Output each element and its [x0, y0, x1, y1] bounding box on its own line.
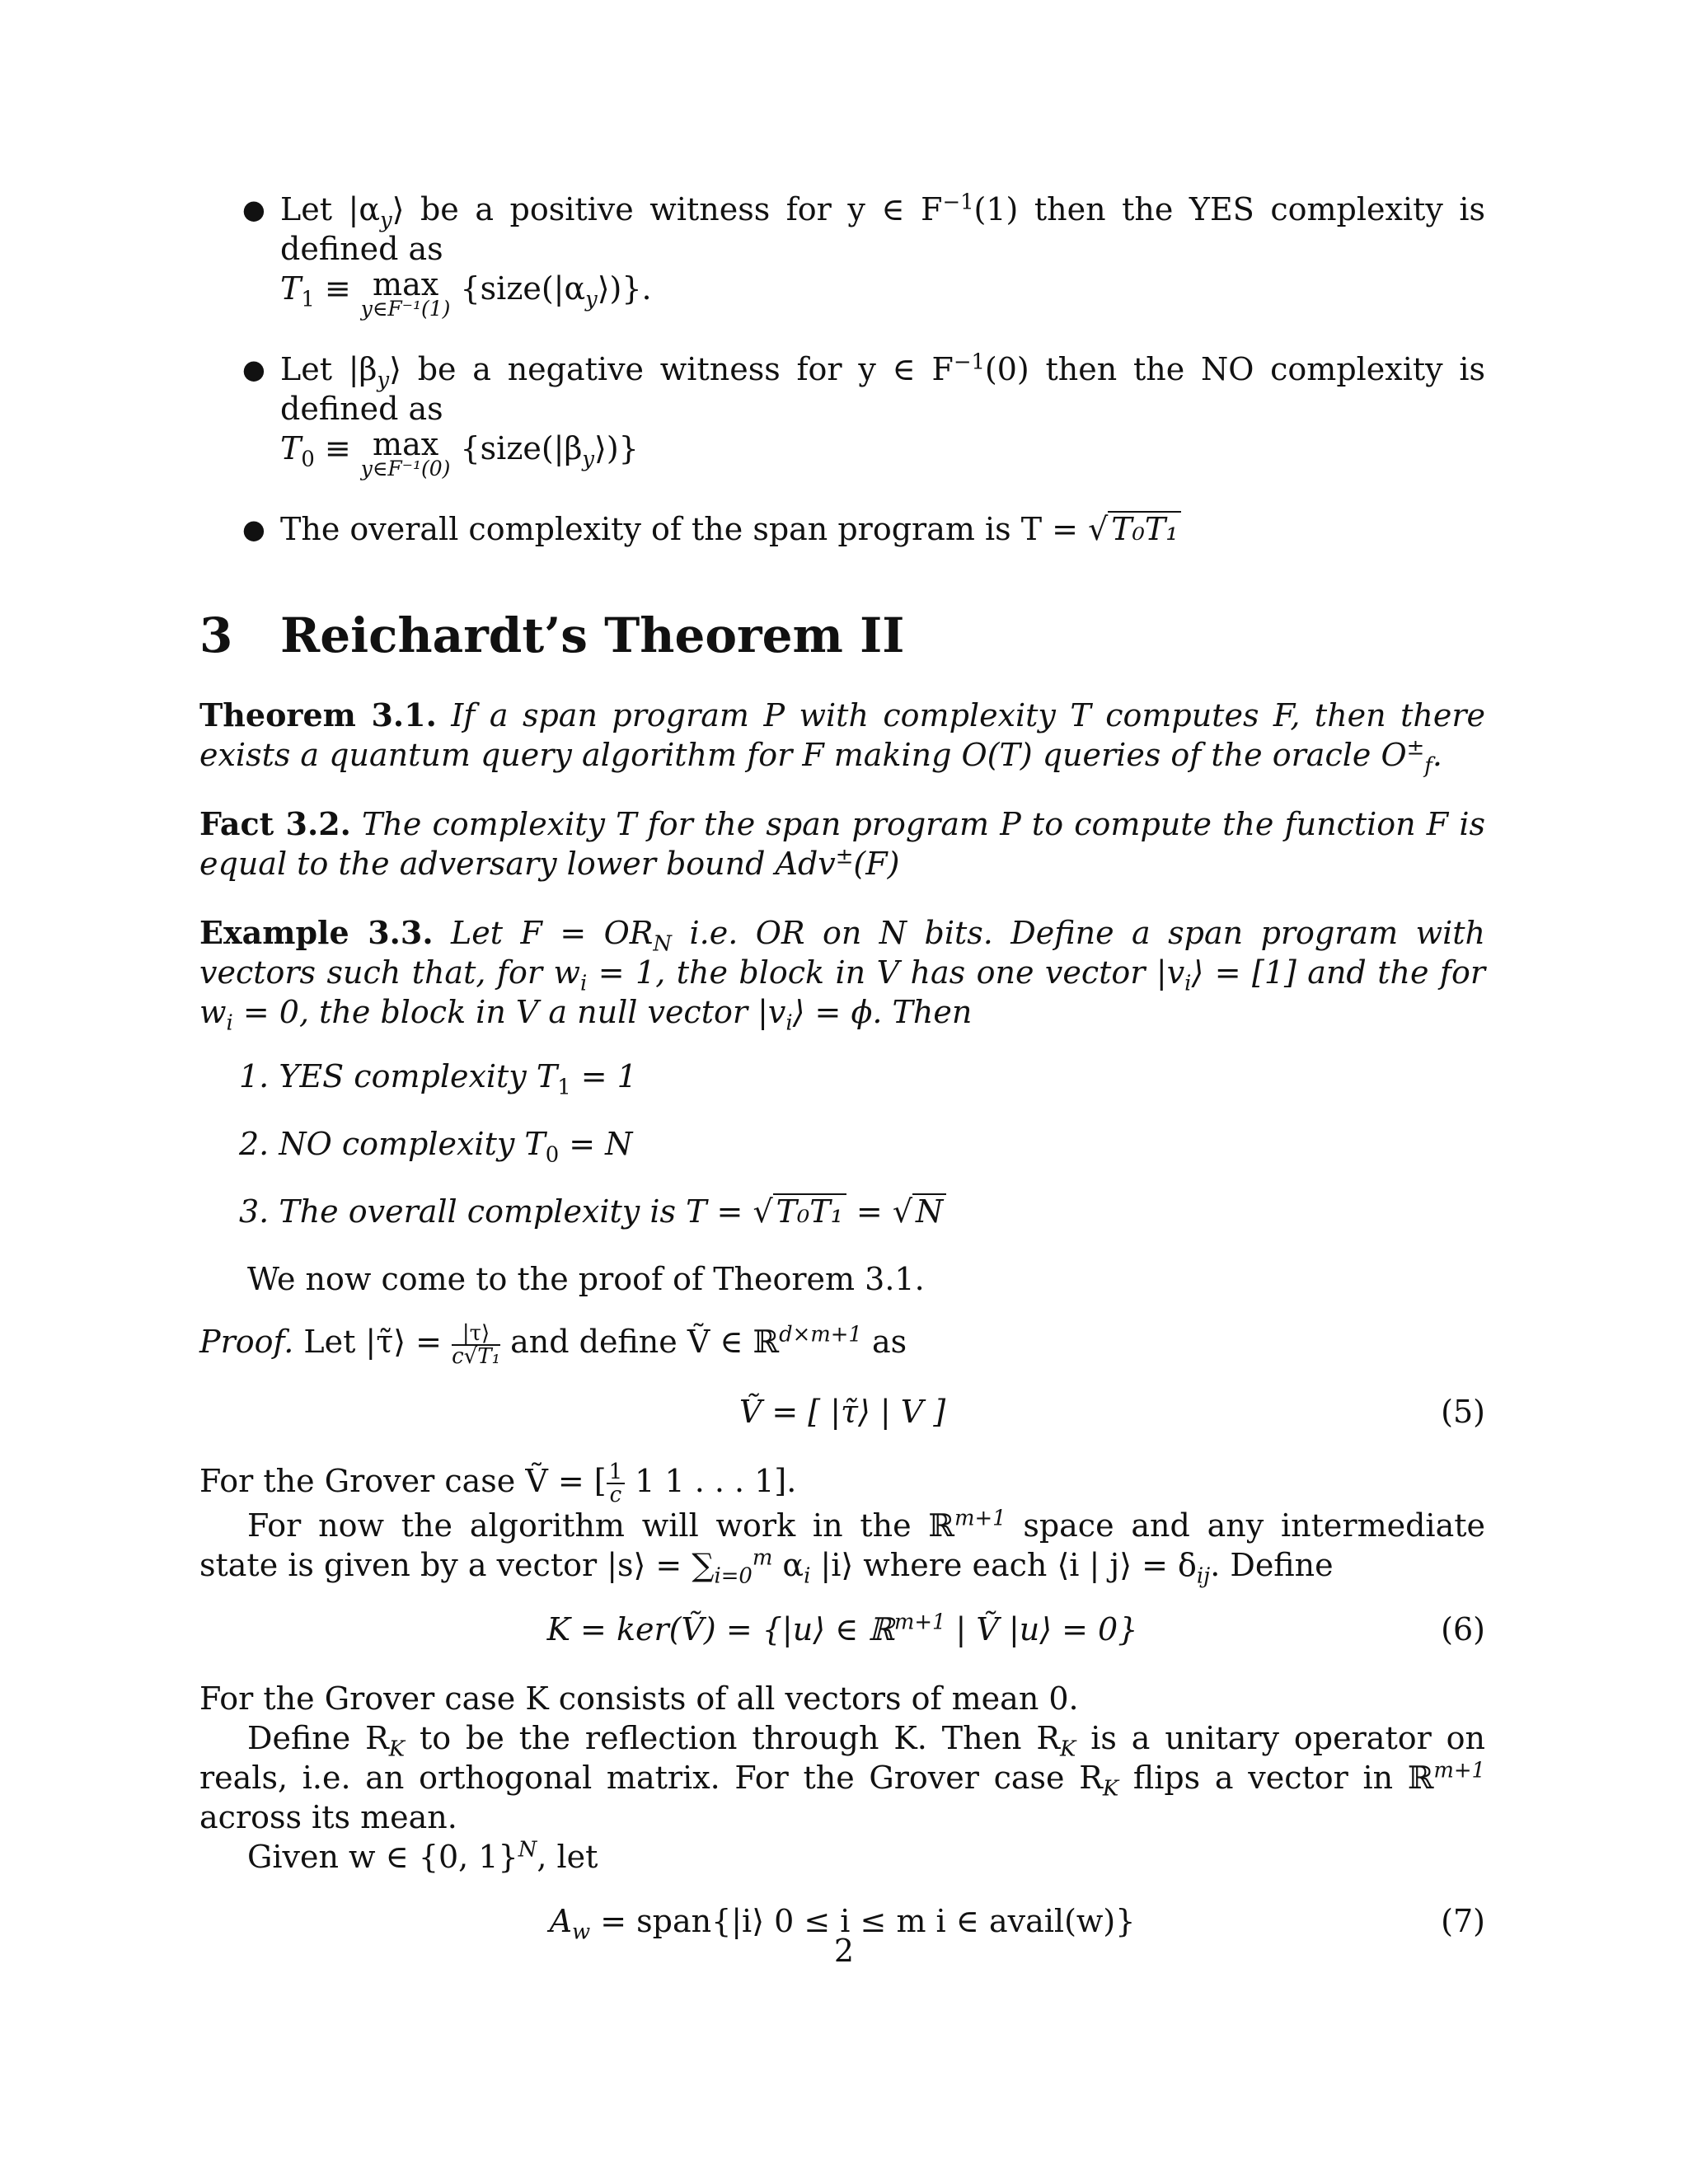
theorem-label: Theorem 3.1. — [199, 696, 437, 733]
equation-body: K = ker(Ṽ) = {|u⟩ ∈ ℝ$^{m+1}$ | Ṽ |u⟩ = 0} — [546, 1610, 1138, 1647]
fact-body: The complexity T for the span program P to compute the function F is equal to the adversary lower bound Adv — [199, 806, 1485, 882]
equation-5 — [199, 1392, 1485, 1445]
sqrt-expression: T₀T₁ — [1108, 511, 1181, 546]
fact-3-2: Fact 3.2. The complexity T for the span program P to compute the function F is equal to the adversary lower bound Adv±(F) — [199, 805, 1485, 882]
paragraph-reflection: Define $R_K$ to be the reflection through K. Then $R_K$ is a unitary operator on reals, i.e. an orthogonal matrix. For the Grover case $R_K$ flips a vector in ℝ$^{m+1}$ across its mean. — [199, 1720, 1486, 1835]
max-operator: max y∈F⁻¹(1) — [360, 266, 451, 321]
bullet-line-2: $T_1 \equiv \max$ y∈F⁻¹(1) $\{size(|\alpha_y⟩)\}$. — [280, 266, 652, 321]
theorem-body: If a span program P with complexity T computes F, then there exists a quantum query algorithm for F making O(T) queries of the oracle O — [199, 697, 1486, 773]
bullet-list — [199, 190, 1485, 549]
equation-body: Ṽ = [ |τ̃⟩ | V ] — [738, 1393, 946, 1430]
section-number: 3 — [199, 607, 233, 663]
bullet-yes-complexity — [199, 190, 1485, 321]
equation-body: $A_w$ = span{|i⟩ 0 ≤ i ≤ m i ∈ avail(w)} — [549, 1903, 1136, 1945]
fraction: $\frac{1}{c}$ — [607, 1461, 626, 1506]
equation-number: (5) — [1441, 1393, 1485, 1430]
fraction: $\frac{|\tau⟩}{\text{c√T₁}}$ — [452, 1320, 500, 1369]
example-3-3: Example 3.3. Let $F = OR_N$ i.e. OR on N bits. Define a span program with vectors such that, for $w_i = 1$, the block in V has one vector $|v_i⟩ = [1]$ and the for $w_i = 0$, the block in V a null vector $|v_i⟩ = \phi$. Then — [199, 914, 1486, 1036]
bullet-dot: ● — [242, 354, 265, 385]
bullet-no-complexity — [199, 349, 1485, 478]
enum-item-3: 3. The overall complexity is T = √ T₀T₁ = √ N — [199, 1192, 1485, 1231]
paragraph-state-space: For now the algorithm will work in the ℝ$^{m+1}$ space and any intermediate state is given by a vector |s⟩ = $\sum_{i=0}^m$ $\alpha_i$ |i⟩ where each ⟨i | j⟩ = $\delta_{ij}$. Define — [199, 1506, 1485, 1589]
paragraph-grover-k: For the Grover case K consists of all vectors of mean 0. — [199, 1680, 1079, 1717]
proof-start: Proof. Let |τ̃⟩ = $\frac{|\tau⟩}{\text{c√T₁}}$ and define Ṽ ∈ ℝ$^{d\times m+1}$ as — [199, 1320, 907, 1369]
example-label: Example 3.3. — [199, 914, 434, 951]
page-content — [199, 190, 1485, 1971]
bullet-overall-complexity: ● The overall complexity of the span program is T = √ T₀T₁ — [199, 509, 1485, 549]
equation-6 — [199, 1610, 1485, 1662]
bullet-dot: ● — [242, 513, 265, 545]
enum-item-1: 1. YES complexity $T_1 = 1$ — [239, 1058, 637, 1100]
paragraph-proof-intro: We now come to the proof of Theorem 3.1. — [247, 1261, 925, 1297]
paragraph-given-w: Given w ∈ {0, 1}$^N$, let — [247, 1837, 598, 1875]
max-operator: max y∈F⁻¹(0) — [360, 426, 451, 480]
enum-item-2: 2. NO complexity $T_0 = N$ — [239, 1126, 633, 1168]
bullet-line-1: Let $|\alpha_y⟩$ be a positive witness for y ∈ $F^{-1}(1)$ then the YES complexity is defined as — [280, 190, 1485, 267]
proof-label: Proof. — [199, 1324, 294, 1360]
bullet-dot: ● — [242, 194, 265, 225]
section-heading — [199, 608, 1485, 663]
sqrt-expression: T₀T₁ — [773, 1193, 846, 1228]
theorem-3-1: Theorem 3.1. If a span program P with complexity T computes F, then there exists a quantum query algorithm for F making O(T) queries of the oracle $O^\pm_f$. — [199, 696, 1486, 779]
fact-label: Fact 3.2. — [199, 805, 351, 842]
equation-number: (7) — [1441, 1903, 1485, 1939]
section-title: Reichardt’s Theorem II — [280, 607, 905, 663]
paragraph-grover-v: For the Grover case Ṽ = [ $\frac{1}{c}$ 1 1 . . . 1]. — [199, 1460, 797, 1507]
page-number: 2 — [833, 1933, 855, 1969]
bullet-line-2: $T_0 \equiv \max$ y∈F⁻¹(0) $\{size(|\beta_y⟩)\}$ — [280, 426, 639, 480]
sqrt-expression: N — [912, 1193, 946, 1228]
bullet-line-1: Let $|\beta_y⟩$ be a negative witness for y ∈ $F^{-1}(0)$ then the NO complexity is defined as — [280, 349, 1486, 427]
equation-number: (6) — [1441, 1611, 1485, 1647]
